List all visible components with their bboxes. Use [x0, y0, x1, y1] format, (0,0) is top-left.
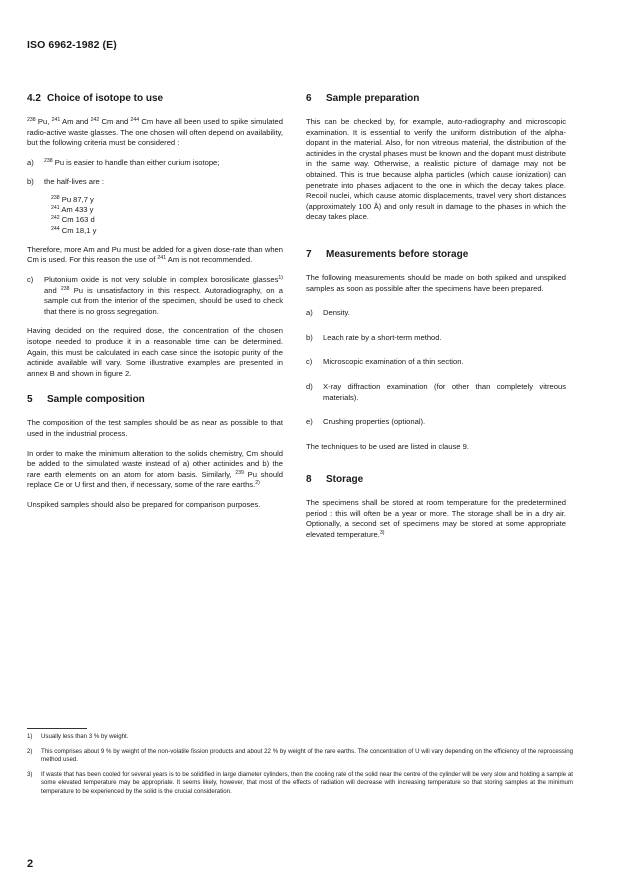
section-7-p1: The following measurements should be made on both spiked and unspiked samples as soon as possible after the specimens have been prepared. [306, 272, 566, 293]
section-7-p2: The techniques to be used are listed in clause 9. [306, 441, 469, 451]
document-header: ISO 6962-1982 (E) [27, 39, 117, 51]
half-life-row: $^{242}$ Cm 163 d [51, 215, 95, 225]
section-8-p1: The specimens shall be stored at room temperature for the predetermined period : this will often be a year or more. The storage shall be in a dry air. Optionally, a second set of specimens may be stored at some appropriate elevated temperature.$^{3)}$ [306, 498, 566, 540]
measurement-item: b) Leach rate by a short-term method. [306, 332, 442, 342]
section-6-p1: This can be checked by, for example, auto-radiography and microscopic examination. It is essential to verify the uniform distribution of the alpha-dopant in the material. Also, for non vitreous material, the distribution of the actinides in the crystal phases must be known and the dopant must distribute in the same way. Otherwise, a realistic picture of damage may not be obtained. This is true because alpha particles (which cause ionization) can penetrate into phases adjacent to the one in which the decay takes place. Recoil nuclei, which cause atomic displacements, travel very short distances (approximately 100 Å) and only result in damage to the phases in which the decay takes place. [306, 117, 566, 222]
footnotes [27, 733, 573, 803]
criterion-b: b) the half-lives are : [27, 177, 104, 187]
section-8-title: Storage [326, 474, 364, 486]
left-column [27, 93, 283, 519]
section-6-heading: 6 Sample preparation [306, 93, 420, 104]
half-lives-list [51, 195, 283, 236]
half-life-row: $^{238}$ Pu 87,7 y [51, 194, 94, 204]
therefore-paragraph: Therefore, more Am and Pu must be added for a given dose-rate than when Cm is used. For this reason the use of $^{241}$ Am is not recommended. [27, 244, 283, 265]
footnote-divider [27, 728, 87, 729]
section-5-p1: The composition of the test samples should be as near as possible to that used in the industrial process. [27, 418, 283, 438]
section-6-title: Sample preparation [326, 93, 420, 104]
footnote: 1) Usually less than 3 % by weight. [27, 733, 129, 740]
page-number: 2 [27, 858, 34, 870]
measurement-item: a) Density. [306, 308, 350, 318]
footnote: 2) This comprises about 9 % by weight of the non-volatile fission products and about 22 % by weight of the rare earths. The concentration of U will vary depending on the efficiency of the reprocessing method used. [27, 747, 573, 764]
half-life-row: $^{241}$ Am 433 y [51, 205, 94, 215]
section-5-p3: Unspiked samples should also be prepared for comparison purposes. [27, 499, 261, 509]
measurement-item: d) X-ray diffraction examination (for other than completely vitreous materials). [306, 381, 566, 402]
section-7-title: Measurements before storage [326, 248, 469, 260]
measurement-item: e) Crushing properties (optional). [306, 417, 426, 427]
footnote-ref-2: 2) [255, 480, 260, 487]
footnote-ref-3: 3) [379, 530, 385, 537]
section-4-2-intro: $^{238}$ Pu, $^{241}$ Am and $^{242}$ Cm and $^{244}$ Cm have all been used to spike simulated radio-active waste glasses. The one chosen will often depend on availability, but the following criteria must be considered : [27, 117, 283, 148]
section-5-heading: 5 Sample composition [27, 394, 145, 406]
criterion-a: a) $^{238}$ Pu is easier to handle than either curium isotope; [27, 157, 220, 167]
footnote-ref-1: 1) [278, 274, 283, 281]
half-life-row: $^{244}$ Cm 18,1 y [51, 225, 97, 235]
section-4-2-title: Choice of isotope to use [47, 93, 164, 104]
section-5-p2: In order to make the minimum alteration to the solids chemistry, Cm should be added to the simulated waste instead of a) other actinides and b) the rare earth elements on an atom for atom basis. Similarly, $^{239}$ Pu should replace Ce or U first and then, if necessary, some of the rare earths.$^{2)}$ [27, 448, 283, 490]
section-5-title: Sample composition [47, 394, 145, 406]
footnote: 3) If waste that has been cooled for several years is to be solidified in large diameter cylinders, then the cooling rate of the solid near the centre of the cylinder will be very slow and holding a sample at some elevated temperature may be appropriate. It seems likely, however, that most of the effects of radiation will decrease with increasing temperature so that storing samples at the minimum temperature to be experienced by the solid is the crucial consideration. [27, 770, 573, 795]
measurement-item: c) Microscopic examination of a thin section. [306, 357, 464, 367]
section-4-2-heading: 4.2 Choice of isotope to use [27, 93, 164, 104]
criterion-c: c) Plutonium oxide is not very soluble in complex borosilicate glasses$^{1)}$ and $^{238}$ Pu is unsatisfactory in this respect. Autoradiography, on a sample cut from the interior of the specimen, should be used to check that there is no gross segregation. [27, 274, 284, 316]
section-8-heading: 8 Storage [306, 474, 364, 486]
dose-paragraph: Having decided on the required dose, the concentration of the chosen isotope needed to produce it in a reasonable time can be determined. Again, this must be calculated in each case since the isotopic purity of the actinide available will vary. Some illustrative examples are presented in annex B and shown in figure 2. [27, 326, 283, 378]
section-7-heading: 7 Measurements before storage [306, 248, 469, 260]
right-column [306, 93, 566, 550]
